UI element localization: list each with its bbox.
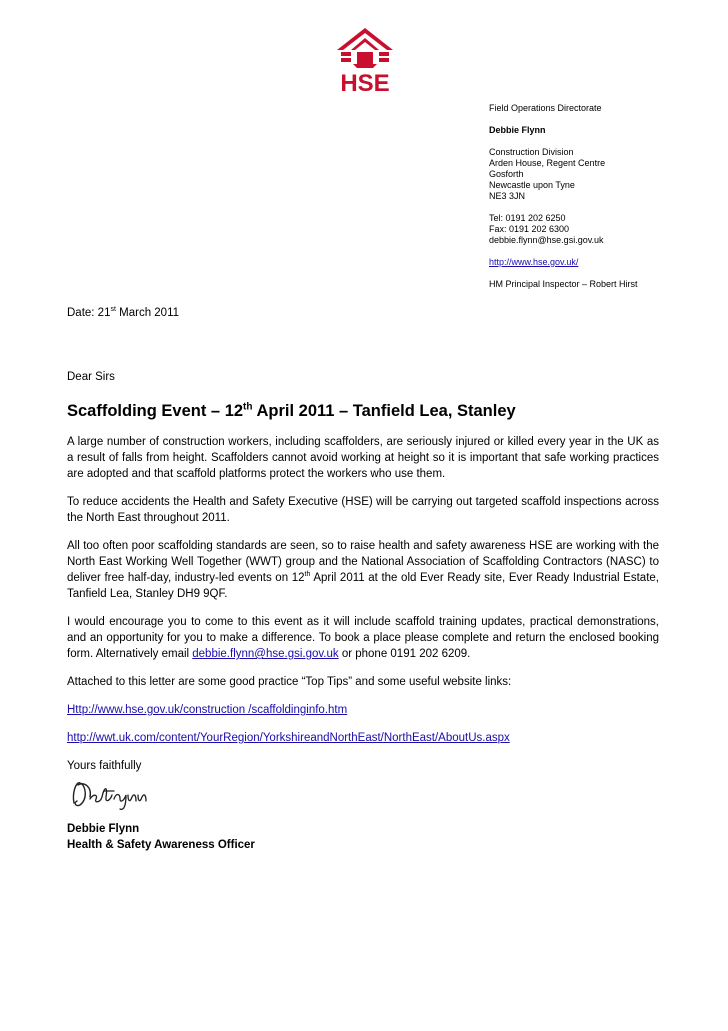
address-line: Arden House, Regent Centre bbox=[489, 158, 606, 168]
fax: Fax: 0191 202 6300 bbox=[489, 224, 570, 234]
paragraph-5: Attached to this letter are some good practice “Top Tips” and some useful website links: bbox=[67, 676, 512, 688]
p3-post: April 2011 at the old Ever Ready site, Ever Ready Industrial Estate, Tanfield Lea, Stanley DH9 9QF. bbox=[67, 572, 659, 600]
salutation: Dear Sirs bbox=[67, 371, 115, 383]
date-prefix: Date: 21 bbox=[67, 307, 111, 319]
logo-text: HSE bbox=[340, 70, 390, 94]
p4-pre: I would encourage you to come to this event as it will include scaffold training updates, practical demonstrations, and an opportunity for you to make a difference. To book a place please complete and return the enclosed booking form. Alternatively email bbox=[67, 616, 659, 660]
hse-logo bbox=[333, 28, 397, 94]
heading-post: April 2011 – Tanfield Lea, Stanley bbox=[252, 402, 516, 420]
telephone: Tel: 0191 202 6250 bbox=[489, 213, 566, 223]
p3-pre: All too often poor scaffolding standards are seen, so to raise health and safety awareness HSE are working with the North East Working Well Together (WWT) group and the National Association of Scaffolding Contractors (NASC) to deliver free half-day, industry-led events on 12 bbox=[67, 540, 659, 584]
letter-heading bbox=[67, 402, 516, 421]
p3-sup: th bbox=[304, 571, 311, 579]
inspector: HM Principal Inspector – Robert Hirst bbox=[489, 279, 638, 289]
address-line: Construction Division bbox=[489, 147, 574, 157]
closing: Yours faithfully bbox=[67, 760, 142, 772]
letter-body bbox=[67, 434, 659, 786]
handwritten-signature bbox=[68, 773, 168, 813]
website-link[interactable]: http://www.hse.gov.uk/ bbox=[489, 257, 579, 267]
directorate: Field Operations Directorate bbox=[489, 103, 602, 113]
address-line: Gosforth bbox=[489, 169, 524, 179]
address-line: NE3 3JN bbox=[489, 191, 526, 201]
paragraph-2: To reduce accidents the Health and Safety Executive (HSE) will be carrying out targeted scaffold inspections across the North East throughout 2011. bbox=[67, 496, 659, 524]
p4-post: or phone 0191 202 6209. bbox=[338, 648, 471, 660]
letter-date bbox=[67, 307, 179, 319]
scaffolding-info-link[interactable]: Http://www.hse.gov.uk/construction /scaffoldinginfo.htm bbox=[67, 704, 348, 716]
signer-name: Debbie Flynn bbox=[67, 823, 140, 835]
signer-title: Health & Safety Awareness Officer bbox=[67, 839, 255, 851]
wwt-link[interactable]: http://wwt.uk.com/content/YourRegion/YorkshireandNorthEast/NorthEast/AboutUs.aspx bbox=[67, 732, 510, 744]
date-suffix-sup: st bbox=[110, 306, 116, 314]
paragraph-1: A large number of construction workers, including scaffolders, are seriously injured or killed every year in the UK as a result of falls from height. Scaffolders cannot avoid working at height so it is important that safe working practices are adopted and that scaffold platforms protect the workers who use them. bbox=[67, 436, 659, 480]
heading-pre: Scaffolding Event – 12 bbox=[67, 402, 244, 420]
paragraph-4 bbox=[67, 614, 659, 662]
sender-address-block bbox=[489, 103, 719, 290]
email-text: debbie.flynn@hse.gsi.gov.uk bbox=[489, 235, 604, 245]
email-link[interactable]: debbie.flynn@hse.gsi.gov.uk bbox=[192, 648, 339, 660]
paragraph-3 bbox=[67, 538, 659, 602]
date-month-year: March 2011 bbox=[115, 307, 180, 319]
signer-block bbox=[67, 821, 255, 853]
sender-name: Debbie Flynn bbox=[489, 125, 546, 135]
heading-sup: th bbox=[243, 401, 253, 413]
address-line: Newcastle upon Tyne bbox=[489, 180, 575, 190]
